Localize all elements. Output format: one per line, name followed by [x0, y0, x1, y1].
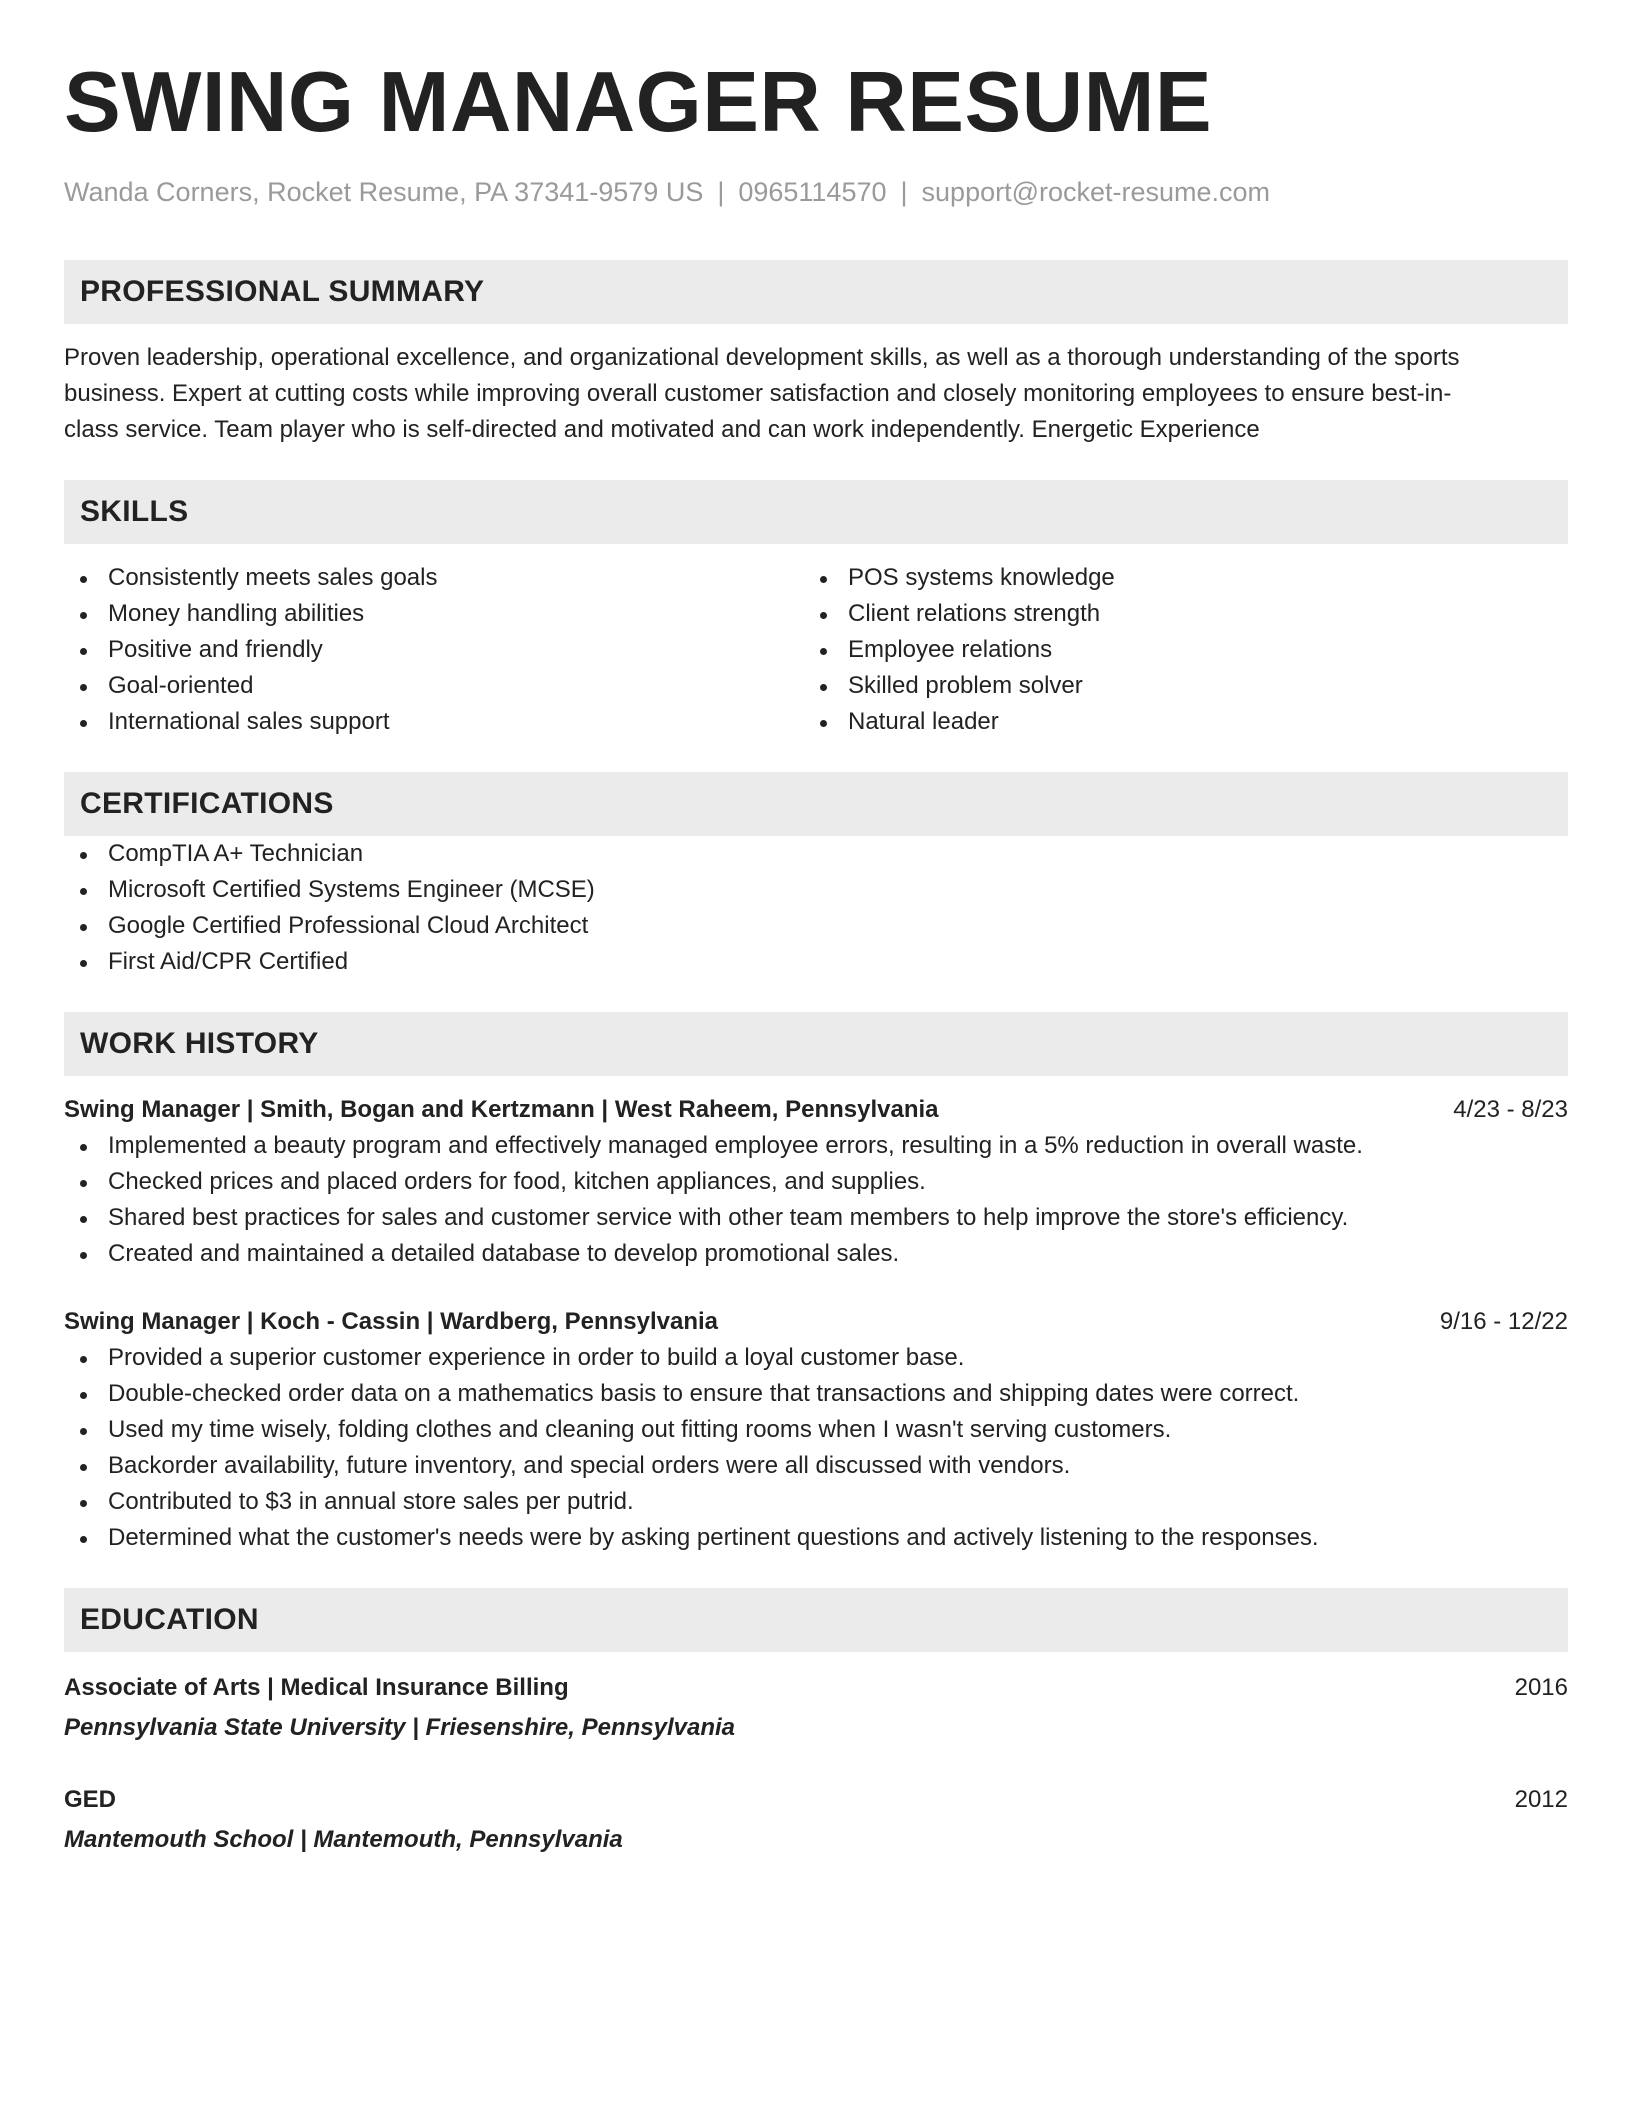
job-entry	[64, 1304, 1568, 1556]
education-year: 2012	[1514, 1786, 1568, 1813]
skills-list-left	[64, 560, 804, 740]
section-header-work-history: WORK HISTORY	[64, 1012, 1568, 1076]
job-header	[64, 1304, 1568, 1340]
contact-phone: 0965114570	[738, 177, 887, 207]
contact-email: support@rocket-resume.com	[921, 177, 1271, 207]
job-bullet: Contributed to $3 in annual store sales per putrid.	[64, 1484, 1568, 1520]
job-title: Swing Manager | Smith, Bogan and Kertzmann | West Raheem, Pennsylvania	[64, 1096, 939, 1123]
section-header-skills: SKILLS	[64, 480, 1568, 544]
job-bullets	[64, 1340, 1568, 1556]
skill-item: Consistently meets sales goals	[64, 560, 804, 596]
job-bullet: Provided a superior customer experience in order to build a loyal customer base.	[64, 1340, 1568, 1376]
certifications-list	[64, 836, 1568, 980]
education-school: Mantemouth School | Mantemouth, Pennsylvania	[64, 1826, 623, 1853]
skill-item: International sales support	[64, 704, 804, 740]
certification-item: First Aid/CPR Certified	[64, 944, 1568, 980]
section-header-certifications: CERTIFICATIONS	[64, 772, 1568, 836]
skills-list-right	[804, 560, 1544, 740]
education-degree: Associate of Arts | Medical Insurance Billing	[64, 1674, 569, 1701]
resume-title: SWING MANAGER RESUME	[64, 55, 1213, 150]
certification-item: CompTIA A+ Technician	[64, 836, 1568, 872]
education-header	[64, 1670, 1568, 1706]
job-dates: 4/23 - 8/23	[1453, 1096, 1568, 1123]
education-year: 2016	[1514, 1674, 1568, 1701]
job-bullet: Backorder availability, future inventory, and special orders were all discussed with vendors.	[64, 1448, 1568, 1484]
skill-item: Client relations strength	[804, 596, 1544, 632]
job-dates: 9/16 - 12/22	[1439, 1308, 1568, 1335]
education-degree: GED	[64, 1786, 117, 1813]
contact-address: Wanda Corners, Rocket Resume, PA 37341-9579 US	[64, 177, 704, 207]
section-header-education: EDUCATION	[64, 1588, 1568, 1652]
job-header	[64, 1092, 1568, 1128]
contact-line	[64, 174, 1568, 210]
job-bullet: Checked prices and placed orders for food, kitchen appliances, and supplies.	[64, 1164, 1568, 1200]
contact-separator: |	[717, 177, 725, 207]
education-header	[64, 1782, 1568, 1818]
job-bullets	[64, 1128, 1568, 1272]
contact-separator: |	[900, 177, 908, 207]
education-school: Pennsylvania State University | Friesenshire, Pennsylvania	[64, 1714, 736, 1741]
job-bullet: Created and maintained a detailed database to develop promotional sales.	[64, 1236, 1568, 1272]
job-entry	[64, 1092, 1568, 1272]
summary-line: Proven leadership, operational excellence, and organizational development skills, as well as a thorough understanding of the sports	[64, 344, 1460, 371]
job-bullet: Used my time wisely, folding clothes and cleaning out fitting rooms when I wasn't serving customers.	[64, 1412, 1568, 1448]
job-bullet: Determined what the customer's needs were by asking pertinent questions and actively listening to the responses.	[64, 1520, 1568, 1556]
job-bullet: Double-checked order data on a mathematics basis to ensure that transactions and shipping dates were correct.	[64, 1376, 1568, 1412]
education-entry	[64, 1782, 1568, 1858]
skill-item: Positive and friendly	[64, 632, 804, 668]
certification-item: Google Certified Professional Cloud Architect	[64, 908, 1568, 944]
job-title: Swing Manager | Koch - Cassin | Wardberg, Pennsylvania	[64, 1308, 719, 1335]
skill-item: Employee relations	[804, 632, 1544, 668]
summary-text	[64, 340, 1568, 448]
certification-item: Microsoft Certified Systems Engineer (MCSE)	[64, 872, 1568, 908]
skill-item: Money handling abilities	[64, 596, 804, 632]
skill-item: POS systems knowledge	[804, 560, 1544, 596]
education-entry	[64, 1670, 1568, 1746]
summary-line: class service. Team player who is self-directed and motivated and can work independently. Energetic Experience	[64, 416, 1260, 443]
job-bullet: Implemented a beauty program and effectively managed employee errors, resulting in a 5% reduction in overall waste.	[64, 1128, 1568, 1164]
job-bullet: Shared best practices for sales and customer service with other team members to help improve the store's efficiency.	[64, 1200, 1568, 1236]
skill-item: Skilled problem solver	[804, 668, 1544, 704]
section-header-summary: PROFESSIONAL SUMMARY	[64, 260, 1568, 324]
skill-item: Goal-oriented	[64, 668, 804, 704]
skills-grid	[64, 560, 1568, 740]
skill-item: Natural leader	[804, 704, 1544, 740]
summary-line: business. Expert at cutting costs while improving overall customer satisfaction and closely monitoring employees to ensure best-in-	[64, 380, 1452, 407]
